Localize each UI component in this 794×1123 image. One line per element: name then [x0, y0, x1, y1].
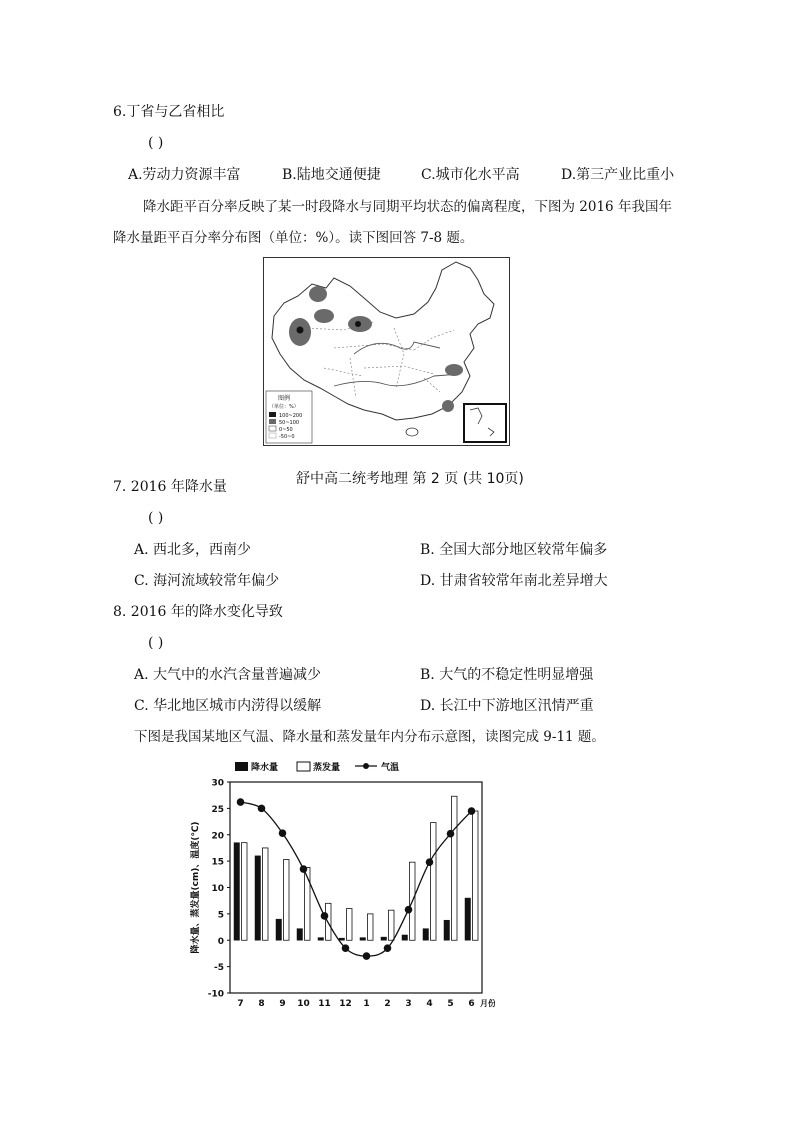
y-tick-label: 0: [217, 936, 224, 947]
q6-stem: 6.丁省与乙省相比: [113, 104, 225, 120]
q8-option-b: B. 大气的不稳定性明显增强: [420, 667, 594, 683]
legend-label-3: 0~50: [279, 427, 293, 433]
legend-label-temperature: 气温: [381, 763, 400, 773]
y-tick-label: -5: [214, 963, 224, 974]
anomaly-region-xinjiang-north: [309, 286, 327, 302]
precipitation-anomaly-map: [263, 257, 510, 446]
q8-option-d: D. 长江中下游地区汛情严重: [420, 698, 594, 714]
bar-evaporation: [389, 910, 395, 940]
bar-precipitation: [444, 920, 450, 940]
temperature-point: [279, 829, 287, 837]
legend-label-1: 100~200: [279, 413, 303, 419]
x-tick-label: 6: [468, 999, 475, 1009]
temperature-point: [468, 807, 476, 815]
bar-evaporation: [368, 914, 374, 940]
x-tick-label: 2: [384, 999, 391, 1009]
legend-swatch-mid: [269, 419, 276, 424]
bar-precipitation: [276, 919, 282, 940]
legend-label-precipitation: 降水量: [251, 763, 279, 773]
y-tick-label: 25: [211, 804, 224, 815]
intro-paragraph-line-2: 降水量距平百分率分布图（单位：%）。读下图回答 7-8 题。: [113, 230, 474, 246]
temperature-line: [241, 802, 472, 956]
legend-swatch-precipitation: [235, 762, 248, 771]
q7-option-b: B. 全国大部分地区较常年偏多: [420, 542, 608, 558]
legend-label-4: -50~0: [279, 434, 295, 440]
x-tick-label: 1: [363, 999, 370, 1009]
bar-precipitation: [402, 935, 408, 940]
intro-paragraph-2: 下图是我国某地区气温、降水量和蒸发量年内分布示意图，读图完成 9-11 题。: [134, 729, 605, 745]
bar-precipitation: [297, 929, 303, 941]
x-tick-label: 10: [297, 999, 310, 1009]
bar-precipitation: [381, 937, 387, 940]
bar-evaporation: [452, 796, 458, 940]
legend-swatch-blank: [269, 433, 276, 438]
y-tick-label: 5: [217, 910, 224, 921]
bar-evaporation: [431, 823, 437, 941]
temperature-point: [300, 865, 308, 873]
y-tick-label: -10: [207, 989, 224, 1000]
bar-precipitation: [255, 856, 261, 940]
y-tick-label: 10: [211, 884, 224, 894]
hainan-island: [406, 428, 418, 436]
q6-option-d: D.第三产业比重小: [561, 167, 675, 183]
temperature-point: [405, 906, 413, 914]
bar-evaporation: [473, 811, 479, 940]
temperature-point: [426, 858, 434, 866]
y-axis-label: 降水量、蒸发量(cm)、温度(℃): [191, 821, 201, 954]
x-tick-label: 3: [405, 999, 412, 1009]
climate-chart-svg: [185, 760, 495, 1010]
anomaly-region-xinjiang-center: [314, 309, 334, 323]
y-tick-label: 20: [211, 831, 224, 842]
q7-option-a: A. 西北多，西南少: [134, 542, 252, 558]
page-footer: 舒中高二统考地理 第 2 页 (共 10页): [296, 471, 524, 487]
x-unit-label: 月份: [480, 999, 495, 1008]
q8-option-a: A. 大气中的水汽含量普遍减少: [134, 667, 322, 683]
legend-label-2: 50~100: [279, 420, 300, 426]
temperature-point: [363, 952, 371, 960]
anomaly-core-gansu: [355, 321, 361, 327]
anomaly-region-anhui: [445, 364, 463, 376]
temperature-point: [342, 944, 350, 952]
bar-evaporation: [347, 909, 353, 941]
x-tick-label: 8: [258, 999, 265, 1009]
bar-evaporation: [242, 843, 248, 941]
x-tick-label: 7: [237, 999, 244, 1009]
q6-answer-blank: ( ): [148, 135, 164, 151]
x-tick-label: 11: [318, 999, 331, 1009]
anomaly-core-west: [297, 327, 304, 334]
bar-precipitation: [423, 929, 429, 941]
legend-swatch-dark: [269, 412, 276, 417]
temperature-point: [384, 944, 392, 952]
bar-precipitation: [465, 898, 471, 940]
bar-precipitation: [234, 843, 240, 941]
temperature-point: [258, 805, 266, 813]
legend-marker-temperature: [363, 763, 369, 769]
x-tick-label: 9: [279, 999, 286, 1009]
q7-answer-blank: ( ): [148, 510, 164, 526]
q6-option-c: C.城市化水平高: [421, 167, 520, 183]
x-tick-label: 12: [339, 999, 352, 1009]
y-tick-label: 30: [211, 778, 224, 789]
temperature-point: [237, 798, 245, 806]
anomaly-region-fujian: [442, 400, 454, 412]
bar-precipitation: [360, 938, 366, 941]
q6-option-b: B.陆地交通便捷: [282, 167, 381, 183]
intro-paragraph-line-1: 降水距平百分率反映了某一时段降水与同期平均状态的偏离程度，下图为 2016 年我国年: [143, 199, 672, 215]
q7-option-c: C. 海河流域较常年偏少: [134, 573, 280, 589]
q8-answer-blank: ( ): [148, 635, 164, 651]
bar-evaporation: [284, 860, 290, 941]
y-tick-label: 15: [211, 857, 224, 868]
x-tick-label: 4: [426, 999, 433, 1009]
q8-stem: 8. 2016 年的降水变化导致: [113, 604, 283, 620]
bar-evaporation: [263, 848, 269, 940]
q7-option-d: D. 甘肃省较常年南北差异增大: [420, 573, 608, 589]
legend-swatch-evaporation: [297, 762, 310, 771]
map-legend-unit: （单位：%）: [269, 404, 299, 410]
climate-chart: [185, 760, 495, 1010]
legend-label-evaporation: 蒸发量: [313, 763, 341, 773]
q7-stem: 7. 2016 年降水量: [113, 479, 227, 495]
legend-swatch-light: [269, 426, 276, 431]
bar-precipitation: [339, 938, 345, 940]
china-map-drawing: [264, 258, 509, 445]
temperature-point: [447, 830, 455, 838]
q6-option-a: A.劳动力资源丰富: [128, 167, 241, 183]
x-tick-label: 5: [447, 999, 454, 1009]
map-legend-title: 图例: [278, 395, 291, 402]
q8-option-c: C. 华北地区城市内涝得以缓解: [134, 698, 322, 714]
bar-precipitation: [318, 938, 324, 941]
temperature-point: [321, 912, 329, 920]
